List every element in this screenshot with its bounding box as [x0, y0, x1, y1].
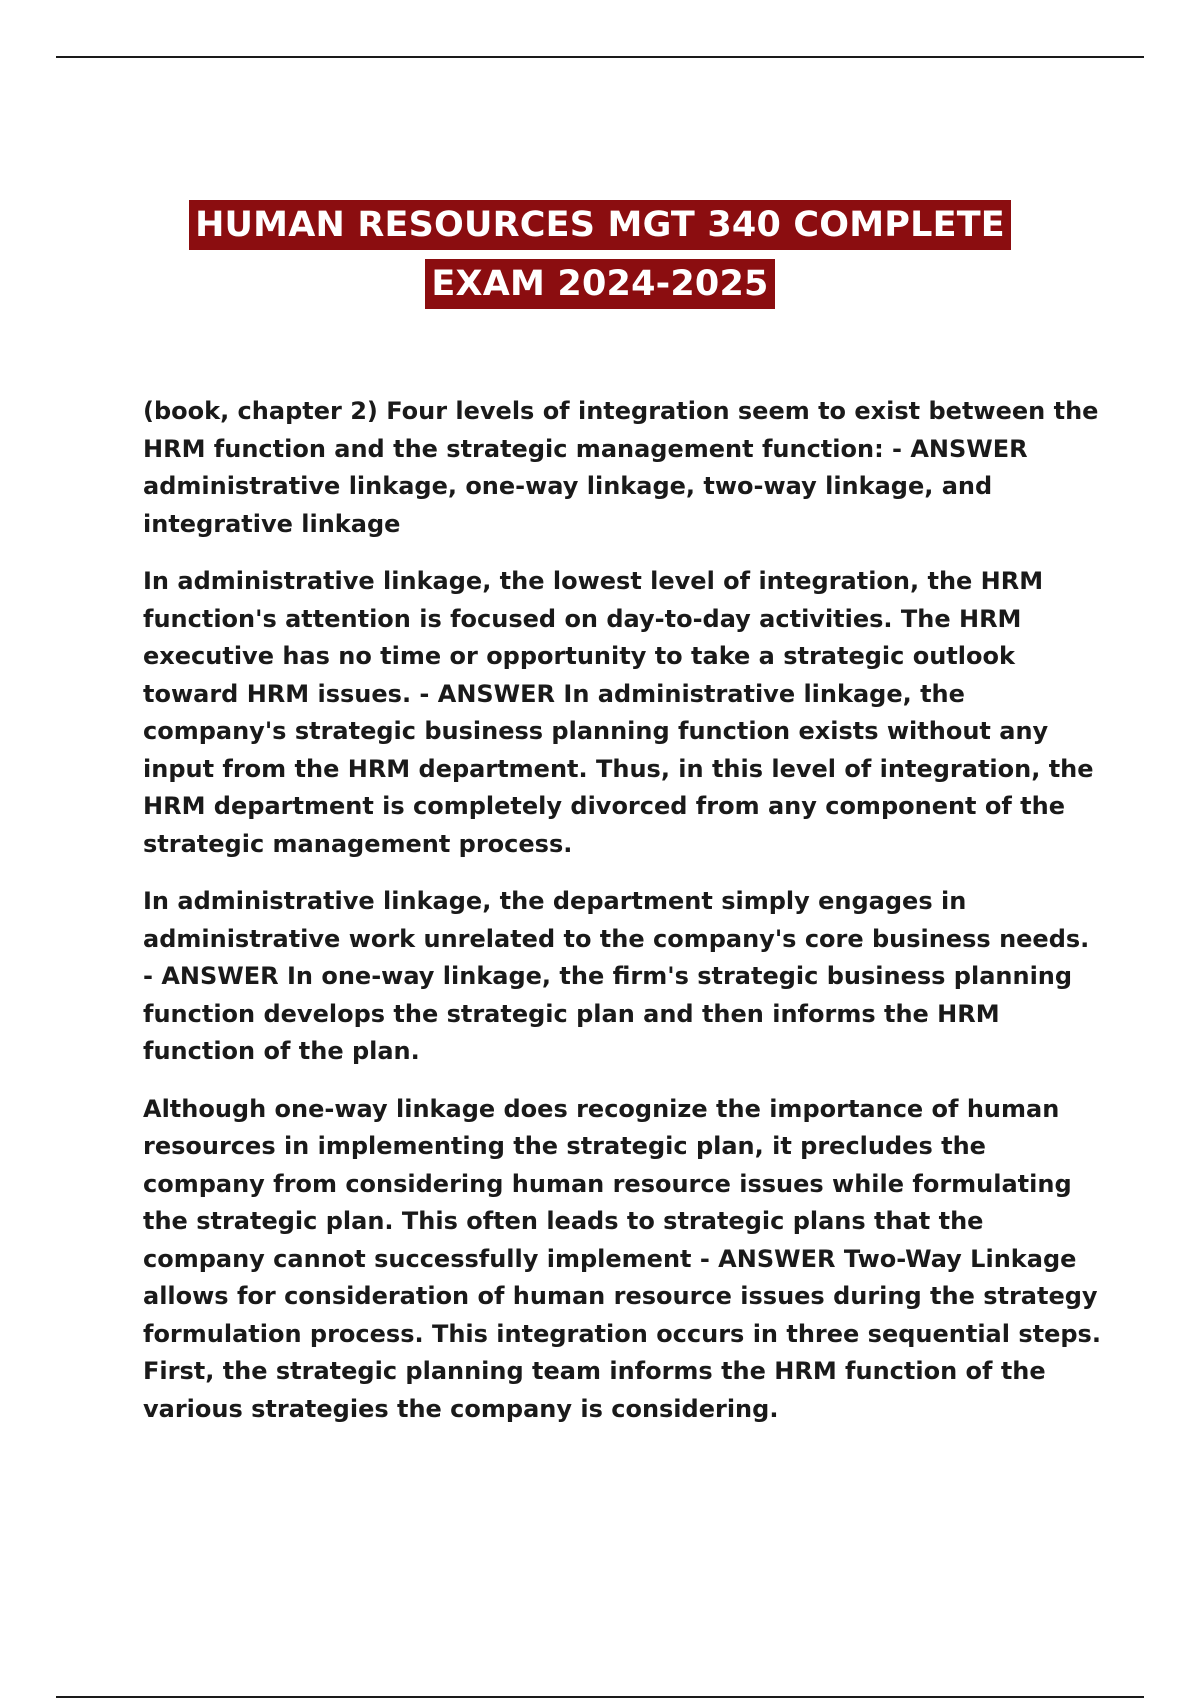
- title-line-2: EXAM 2024-2025: [425, 259, 774, 309]
- document-title: [0, 200, 1200, 318]
- qa-entry-1: (book, chapter 2) Four levels of integration seem to exist between the HRM function and the strategic management function: - ANSWER administrative linkage, one-way linkage, two-way linkage, and integrative linkage: [143, 397, 1099, 538]
- top-rule: [56, 56, 1144, 58]
- bottom-rule: [56, 1696, 1144, 1698]
- qa-entry-3: In administrative linkage, the department simply engages in administrative work unrelated to the company's core business needs. - ANSWER In one-way linkage, the firm's strategic business planning function develops the strategic plan and then informs the HRM function of the plan.: [143, 887, 1090, 1065]
- qa-entry-4: Although one-way linkage does recognize the importance of human resources in implementing the strategic plan, it precludes the company from considering human resource issues while formulating the strategic plan. This often leads to strategic plans that the company cannot successfully implement - ANSWER Two-Way Linkage allows for consideration of human resource issues during the strategy formulation process. This integration occurs in three sequential steps. First, the strategic planning team informs the HRM function of the various strategies the company is considering.: [143, 1094, 1101, 1423]
- document-body: [143, 393, 1103, 1448]
- title-line-1: HUMAN RESOURCES MGT 340 COMPLETE: [189, 200, 1011, 250]
- qa-entry-2: In administrative linkage, the lowest level of integration, the HRM function's attention is focused on day-to-day activities. The HRM executive has no time or opportunity to take a strategic outlook toward HRM issues. - ANSWER In administrative linkage, the company's strategic business planning function exists without any input from the HRM department. Thus, in this level of integration, the HRM department is completely divorced from any component of the strategic management process.: [143, 567, 1094, 858]
